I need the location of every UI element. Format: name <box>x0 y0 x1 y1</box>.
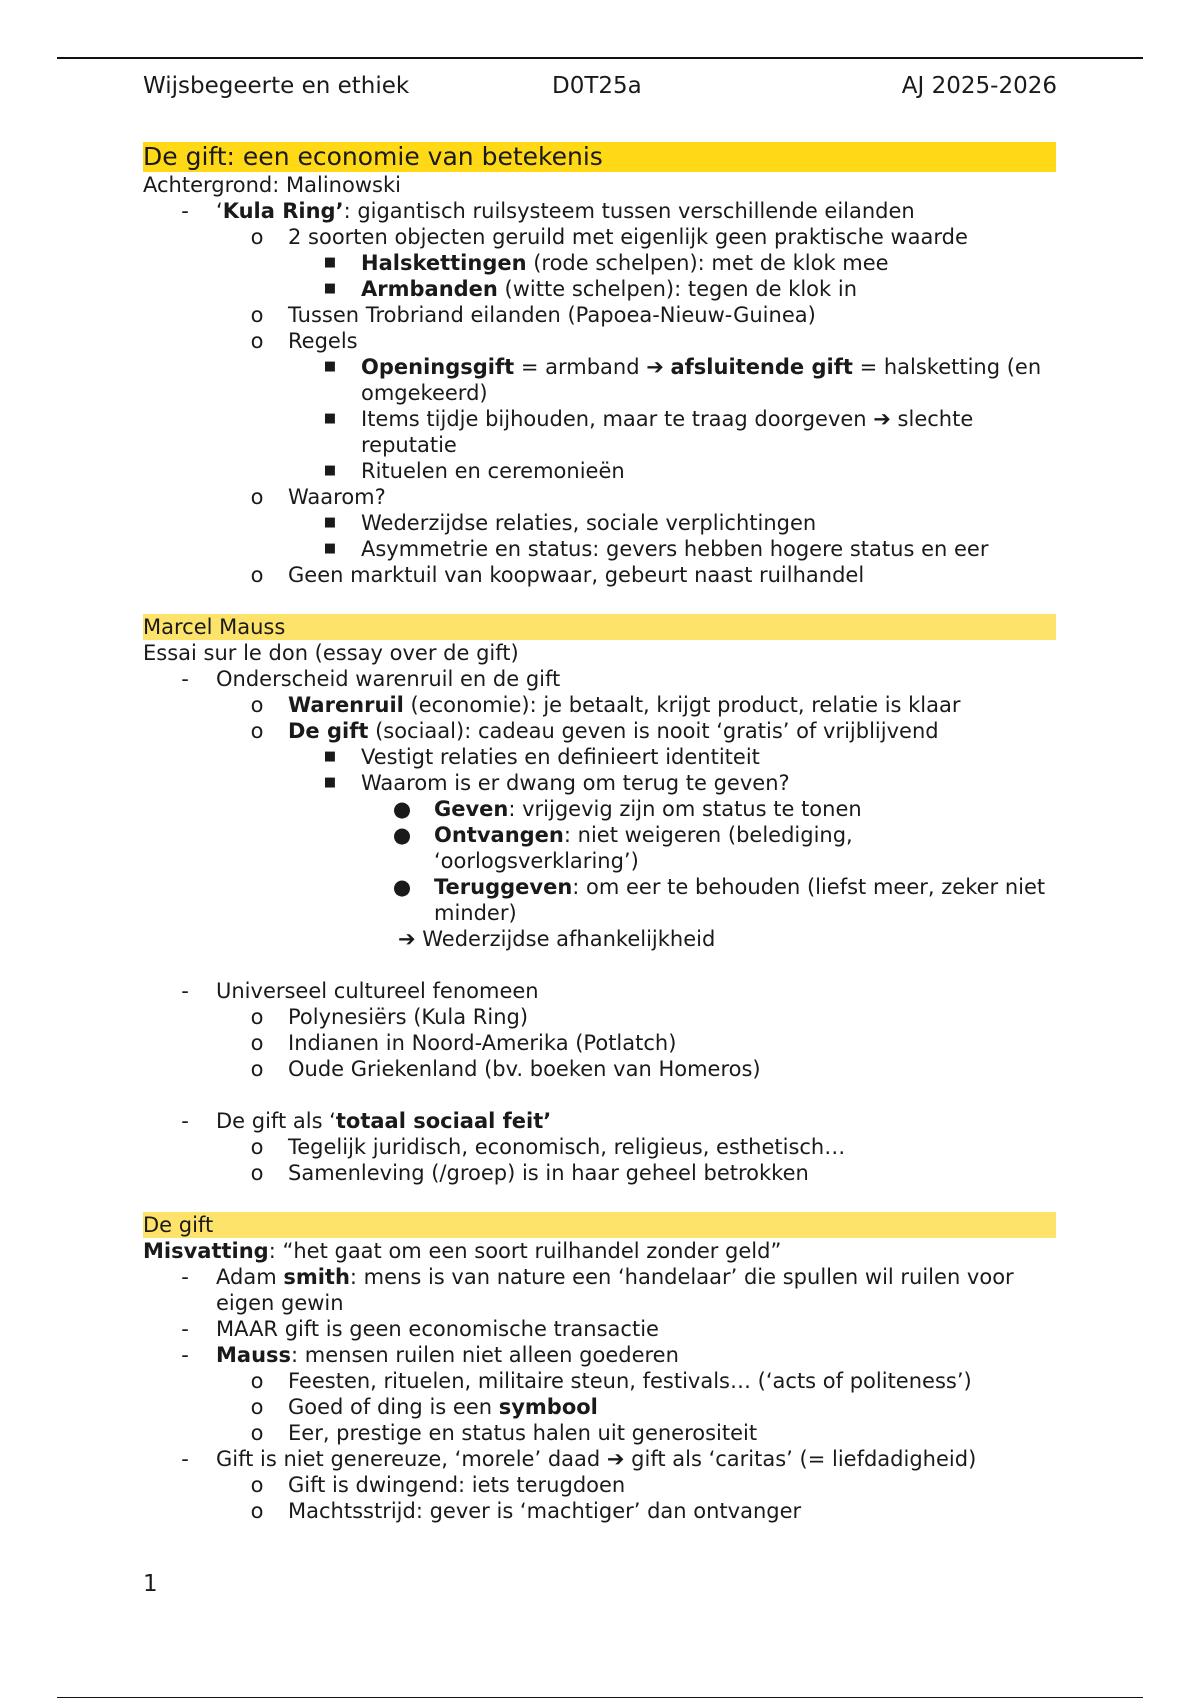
header-rule <box>57 57 1143 59</box>
list-item: o 2 soorten objecten geruild met eigenlijk geen praktische waarde <box>250 225 968 249</box>
list-item: - Universeel cultureel fenomeen <box>181 979 539 1003</box>
list-item: o Waarom? <box>250 485 386 509</box>
list-item: ● Geven: vrijgevig zijn om status te tonen <box>392 797 862 821</box>
list-item: - De gift als ‘totaal sociaal feit’ <box>181 1109 552 1133</box>
section-title-de-gift: De gift <box>143 1212 1056 1238</box>
footer-rule <box>57 1697 1143 1698</box>
list-item: o Indianen in Noord-Amerika (Potlatch) <box>250 1031 677 1055</box>
list-item: o Feesten, rituelen, militaire steun, festivals… (‘acts of politeness’) <box>250 1369 972 1393</box>
list-item: ■ Armbanden (witte schelpen): tegen de klok in <box>323 277 858 301</box>
section-title-marcel-mauss: Marcel Mauss <box>143 614 1056 640</box>
list-item: o Polynesiërs (Kula Ring) <box>250 1005 529 1029</box>
list-item: ■ Items tijdje bijhouden, maar te traag doorgeven ➔ slechte reputatie <box>323 407 974 457</box>
list-item: o Machtsstrijd: gever is ‘machtiger’ dan ontvanger <box>250 1499 802 1523</box>
list-item: ■ Halskettingen (rode schelpen): met de klok mee <box>323 251 889 275</box>
list-item: o Samenleving (/groep) is in haar geheel betrokken <box>250 1161 809 1185</box>
list-item: o De gift (sociaal): cadeau geven is nooit ‘gratis’ of vrijblijvend <box>250 719 939 743</box>
list-item: ■ Vestigt relaties en definieert identiteit <box>323 745 760 769</box>
list-item: o Geen marktuil van koopwaar, gebeurt naast ruilhandel <box>250 563 865 587</box>
essai-line: Essai sur le don (essay over de gift) <box>143 641 519 665</box>
list-item: o Tegelijk juridisch, economisch, religieus, esthetisch… <box>250 1135 846 1159</box>
conclusion-arrow-line: ➔ Wederzijdse afhankelijkheid <box>398 927 716 951</box>
list-item: ■ Openingsgift = armband ➔ afsluitende gift = halsketting (en omgekeerd) <box>323 355 1042 405</box>
list-item: - ‘Kula Ring’: gigantisch ruilsysteem tussen verschillende eilanden <box>181 199 915 223</box>
list-item: ● Ontvangen: niet weigeren (belediging, ‘oorlogsverklaring’) <box>392 823 853 873</box>
list-item: - Mauss: mensen ruilen niet alleen goederen <box>181 1343 679 1367</box>
list-item: - Adam smith: mens is van nature een ‘handelaar’ die spullen wil ruilen voor eigen gewin <box>181 1265 1014 1315</box>
list-item: o Oude Griekenland (bv. boeken van Homeros) <box>250 1057 761 1081</box>
list-item: ● Teruggeven: om eer te behouden (liefst meer, zeker niet minder) <box>392 875 1046 925</box>
document-body <box>143 142 1056 1524</box>
list-item: o Tussen Trobriand eilanden (Papoea-Nieuw-Guinea) <box>250 303 816 327</box>
section-title-gift-economy: De gift: een economie van betekenis <box>143 142 1056 172</box>
header-course: Wijsbegeerte en ethiek <box>143 73 410 99</box>
list-item: ■ Waarom is er dwang om terug te geven? <box>323 771 790 795</box>
list-item: o Warenruil (economie): je betaalt, krijgt product, relatie is klaar <box>250 693 961 717</box>
background-line: Achtergrond: Malinowski <box>143 173 401 197</box>
list-item: - Gift is niet genereuze, ‘morele’ daad ➔ gift als ‘caritas’ (= liefdadigheid) <box>181 1447 977 1471</box>
list-item: - MAAR gift is geen economische transactie <box>181 1317 659 1341</box>
header-code: D0T25a <box>552 73 642 99</box>
list-item: o Gift is dwingend: iets terugdoen <box>250 1473 626 1497</box>
header-year: AJ 2025-2026 <box>901 73 1057 99</box>
list-item: ■ Rituelen en ceremonieën <box>323 459 625 483</box>
list-item: o Eer, prestige en status halen uit generositeit <box>250 1421 758 1445</box>
misvatting-line: Misvatting: “het gaat om een soort ruilhandel zonder geld” <box>143 1239 782 1263</box>
list-item: o Goed of ding is een symbool <box>250 1395 598 1419</box>
list-item: o Regels <box>250 329 358 353</box>
list-item: ■ Asymmetrie en status: gevers hebben hogere status en eer <box>323 537 989 561</box>
list-item: ■ Wederzijdse relaties, sociale verplichtingen <box>323 511 817 535</box>
page-number: 1 <box>143 1571 158 1597</box>
list-item: - Onderscheid warenruil en de gift <box>181 667 561 691</box>
